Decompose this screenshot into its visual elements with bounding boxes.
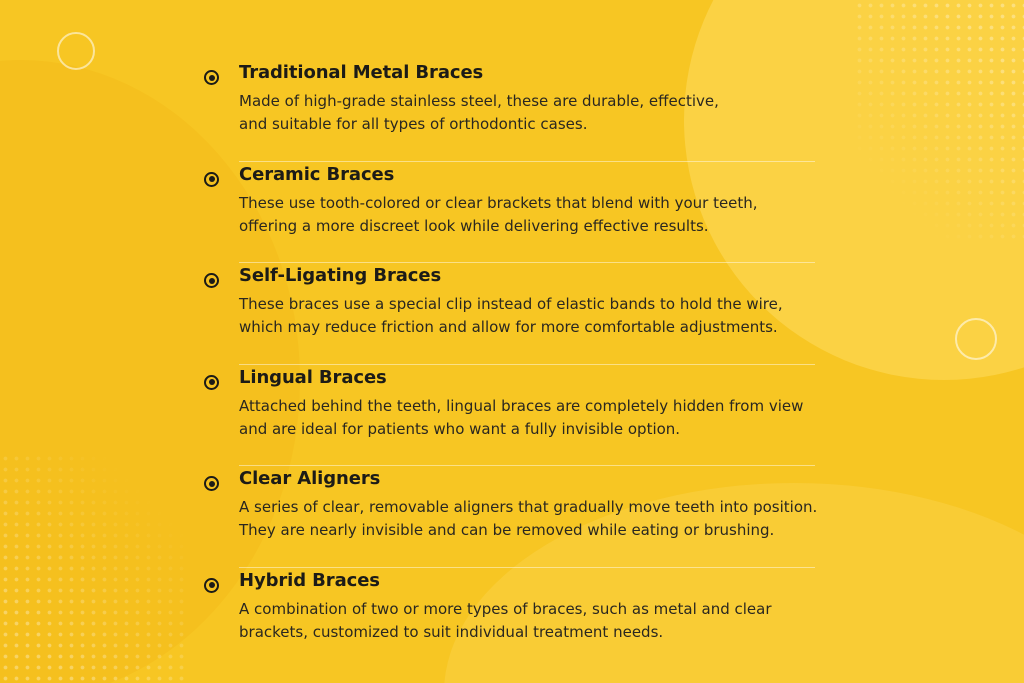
item-description xyxy=(239,496,859,542)
description-line: Attached behind the teeth, lingual braces are completely hidden from view xyxy=(239,396,804,415)
description-line: A combination of two or more types of braces, such as metal and clear xyxy=(239,599,772,618)
item-description xyxy=(239,192,859,238)
description-line: These braces use a special clip instead of elastic bands to hold the wire, xyxy=(239,295,783,313)
ring-decoration xyxy=(57,32,95,70)
list-item xyxy=(201,568,861,670)
item-title: Clear Aligners xyxy=(239,468,381,489)
item-description xyxy=(239,293,859,339)
description-line: which may reduce friction and allow for more comfortable adjustments. xyxy=(239,318,778,336)
description-line: Made of high-grade stainless steel, these are durable, effective, xyxy=(239,92,719,110)
radio-bullet-icon xyxy=(204,375,219,390)
item-description xyxy=(239,395,859,441)
list-item xyxy=(201,365,861,467)
item-description xyxy=(239,598,859,644)
list-item xyxy=(201,466,861,568)
list-item xyxy=(201,60,861,162)
item-title: Self-Ligating Braces xyxy=(239,265,442,286)
description-line: and suitable for all types of orthodontic cases. xyxy=(239,115,588,133)
list-item xyxy=(201,162,861,264)
description-line: offering a more discreet look while delivering effective results. xyxy=(239,216,709,235)
description-line: and are ideal for patients who want a fully invisible option. xyxy=(239,419,681,438)
item-title: Ceramic Braces xyxy=(239,163,395,185)
radio-bullet-icon xyxy=(204,70,219,85)
dot-pattern xyxy=(854,0,1024,240)
braces-types-list xyxy=(201,60,861,669)
dot-pattern xyxy=(0,453,190,683)
item-title: Lingual Braces xyxy=(239,366,387,388)
radio-bullet-icon xyxy=(204,172,219,187)
description-line: A series of clear, removable aligners that gradually move teeth into position. xyxy=(239,498,818,516)
description-line: These use tooth-colored or clear brackets that blend with your teeth, xyxy=(239,193,758,212)
item-title: Hybrid Braces xyxy=(239,569,380,591)
radio-bullet-icon xyxy=(204,476,219,491)
list-item xyxy=(201,263,861,365)
ring-decoration xyxy=(955,318,997,360)
description-line: They are nearly invisible and can be removed while eating or brushing. xyxy=(239,521,775,539)
description-line: brackets, customized to suit individual treatment needs. xyxy=(239,622,664,641)
radio-bullet-icon xyxy=(204,578,219,593)
item-description xyxy=(239,90,859,136)
item-title: Traditional Metal Braces xyxy=(239,62,484,83)
radio-bullet-icon xyxy=(204,273,219,288)
